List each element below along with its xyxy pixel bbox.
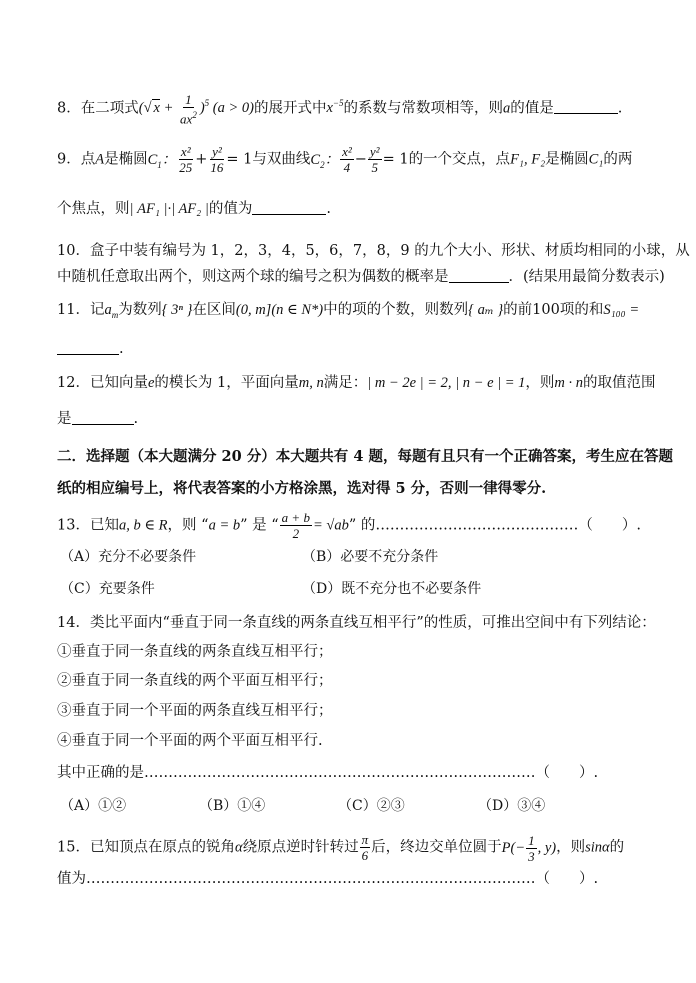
q15-answer-paren[interactable]: （ ）.: [535, 871, 599, 887]
q14-option-c[interactable]: （C）②③: [338, 798, 405, 814]
q14-conclusion-2: ②垂直于同一条直线的两个平面互相平行；: [57, 673, 333, 689]
question-15-line2: 值为…………………………………………………………………………………（ ）.: [57, 871, 599, 887]
question-15-line1: 15．已知顶点在原点的锐角α绕原点逆时针转过 $\frac{\pi}{6}$ 后，终边交单位圆于P(− $\frac{1}{3}$ , y)，则sinα的: [57, 832, 625, 864]
q13-option-c[interactable]: （C）充要条件: [60, 581, 155, 597]
q8-answer-blank[interactable]: [554, 99, 618, 114]
q14-answer-paren[interactable]: （ ）.: [535, 765, 599, 781]
q14-conclusion-4: ④垂直于同一个平面的两个平面互相平行.: [57, 733, 323, 749]
question-9-line2: 个焦点，则| AF₁ |·| AF₂ |的值为 .: [57, 201, 331, 217]
q10-answer-blank[interactable]: [449, 268, 509, 283]
q11-answer-blank[interactable]: [57, 340, 119, 355]
q14-option-b[interactable]: （B）①④: [199, 798, 266, 814]
q9-answer-blank[interactable]: [252, 200, 326, 215]
question-13: 13．已知a, b ∈ R，则 “a = b” 是 “ $\frac{a + b}{2}$ = √ab” 的……………………………………（ ）.: [57, 510, 641, 541]
question-8: 8．在二项式(√ x + $\frac{1}{ax^2}$ )$^5$ (a > 0)的展开式中$x^{-5}$的系数与常数项相等，则a的值是 .: [57, 92, 623, 127]
q8-number: 8．: [57, 100, 81, 117]
question-12-line1: 12．已知向量e的模长为 1，平面向量m, n满足：| m − 2e | = 2, | n − e | = 1，则m · n的取值范围: [57, 375, 656, 391]
section-2-heading-line1: 二．选择题（本大题满分 20 分）本大题共有 4 题，每题有且只有一个正确答案，考生应在答题: [57, 448, 673, 465]
question-11-line1: 11．记$a_m$为数列{ 3ⁿ }在区间(0, m](n ∈ N*)中的项的个数，则数列{ aₘ }的前100项的和S₁₀₀ =: [57, 302, 640, 320]
q8-binomial: (√ x + $\frac{1}{ax^2}$ )$^5$ (a > 0): [138, 92, 254, 127]
q13-answer-paren[interactable]: （ ）.: [578, 517, 641, 534]
q8-text: 在二项式: [80, 100, 139, 117]
q14-option-a[interactable]: （A）①②: [60, 798, 127, 814]
question-10-line2: 中随机任意取出两个，则这两个球的编号之积为偶数的概率是 ．(结果用最简分数表示): [57, 269, 665, 285]
q13-option-d[interactable]: （D）既不充分也不必要条件: [302, 581, 482, 597]
q13-option-a[interactable]: （A）充分不必要条件: [60, 549, 197, 565]
question-12-line2: 是 .: [57, 411, 139, 427]
question-14-line1: 14．类比平面内“垂直于同一条直线的两条直线互相平行”的性质，可推出空间中有下列结论：: [57, 615, 656, 631]
q14-option-d[interactable]: （D）③④: [478, 798, 546, 814]
q13-option-b[interactable]: （B）必要不充分条件: [302, 549, 439, 565]
q14-conclusion-1: ①垂直于同一条直线的两条直线互相平行；: [57, 644, 333, 660]
question-9-line1: 9．点A是椭圆$C_1$： $\frac{\text{x²}}{25}$ + $\frac{\text{y²}}{16}$ = 1与双曲线$C_2$： $\frac{\text{x²}}{4}$ − $\frac{\text{y²}}{5}$ = 1的一个交点，点F₁, F₂是椭圆C₁的两: [57, 144, 633, 175]
q14-conclusion-3: ③垂直于同一个平面的两条直线互相平行；: [57, 703, 333, 719]
question-11-line2: .: [57, 338, 656, 360]
q12-answer-blank[interactable]: [72, 410, 134, 425]
question-10-line1: 10．盒子中装有编号为 1，2，3，4，5，6，7，8，9 的九个大小、形状、材质均相同的小球，从: [57, 243, 690, 259]
q14-question: 其中正确的是………………………………………………………………………（ ）.: [57, 765, 599, 781]
section-2-heading-line2: 纸的相应编号上，将代表答案的小方格涂黑，选对得 5 分，否则一律得零分.: [57, 480, 547, 497]
